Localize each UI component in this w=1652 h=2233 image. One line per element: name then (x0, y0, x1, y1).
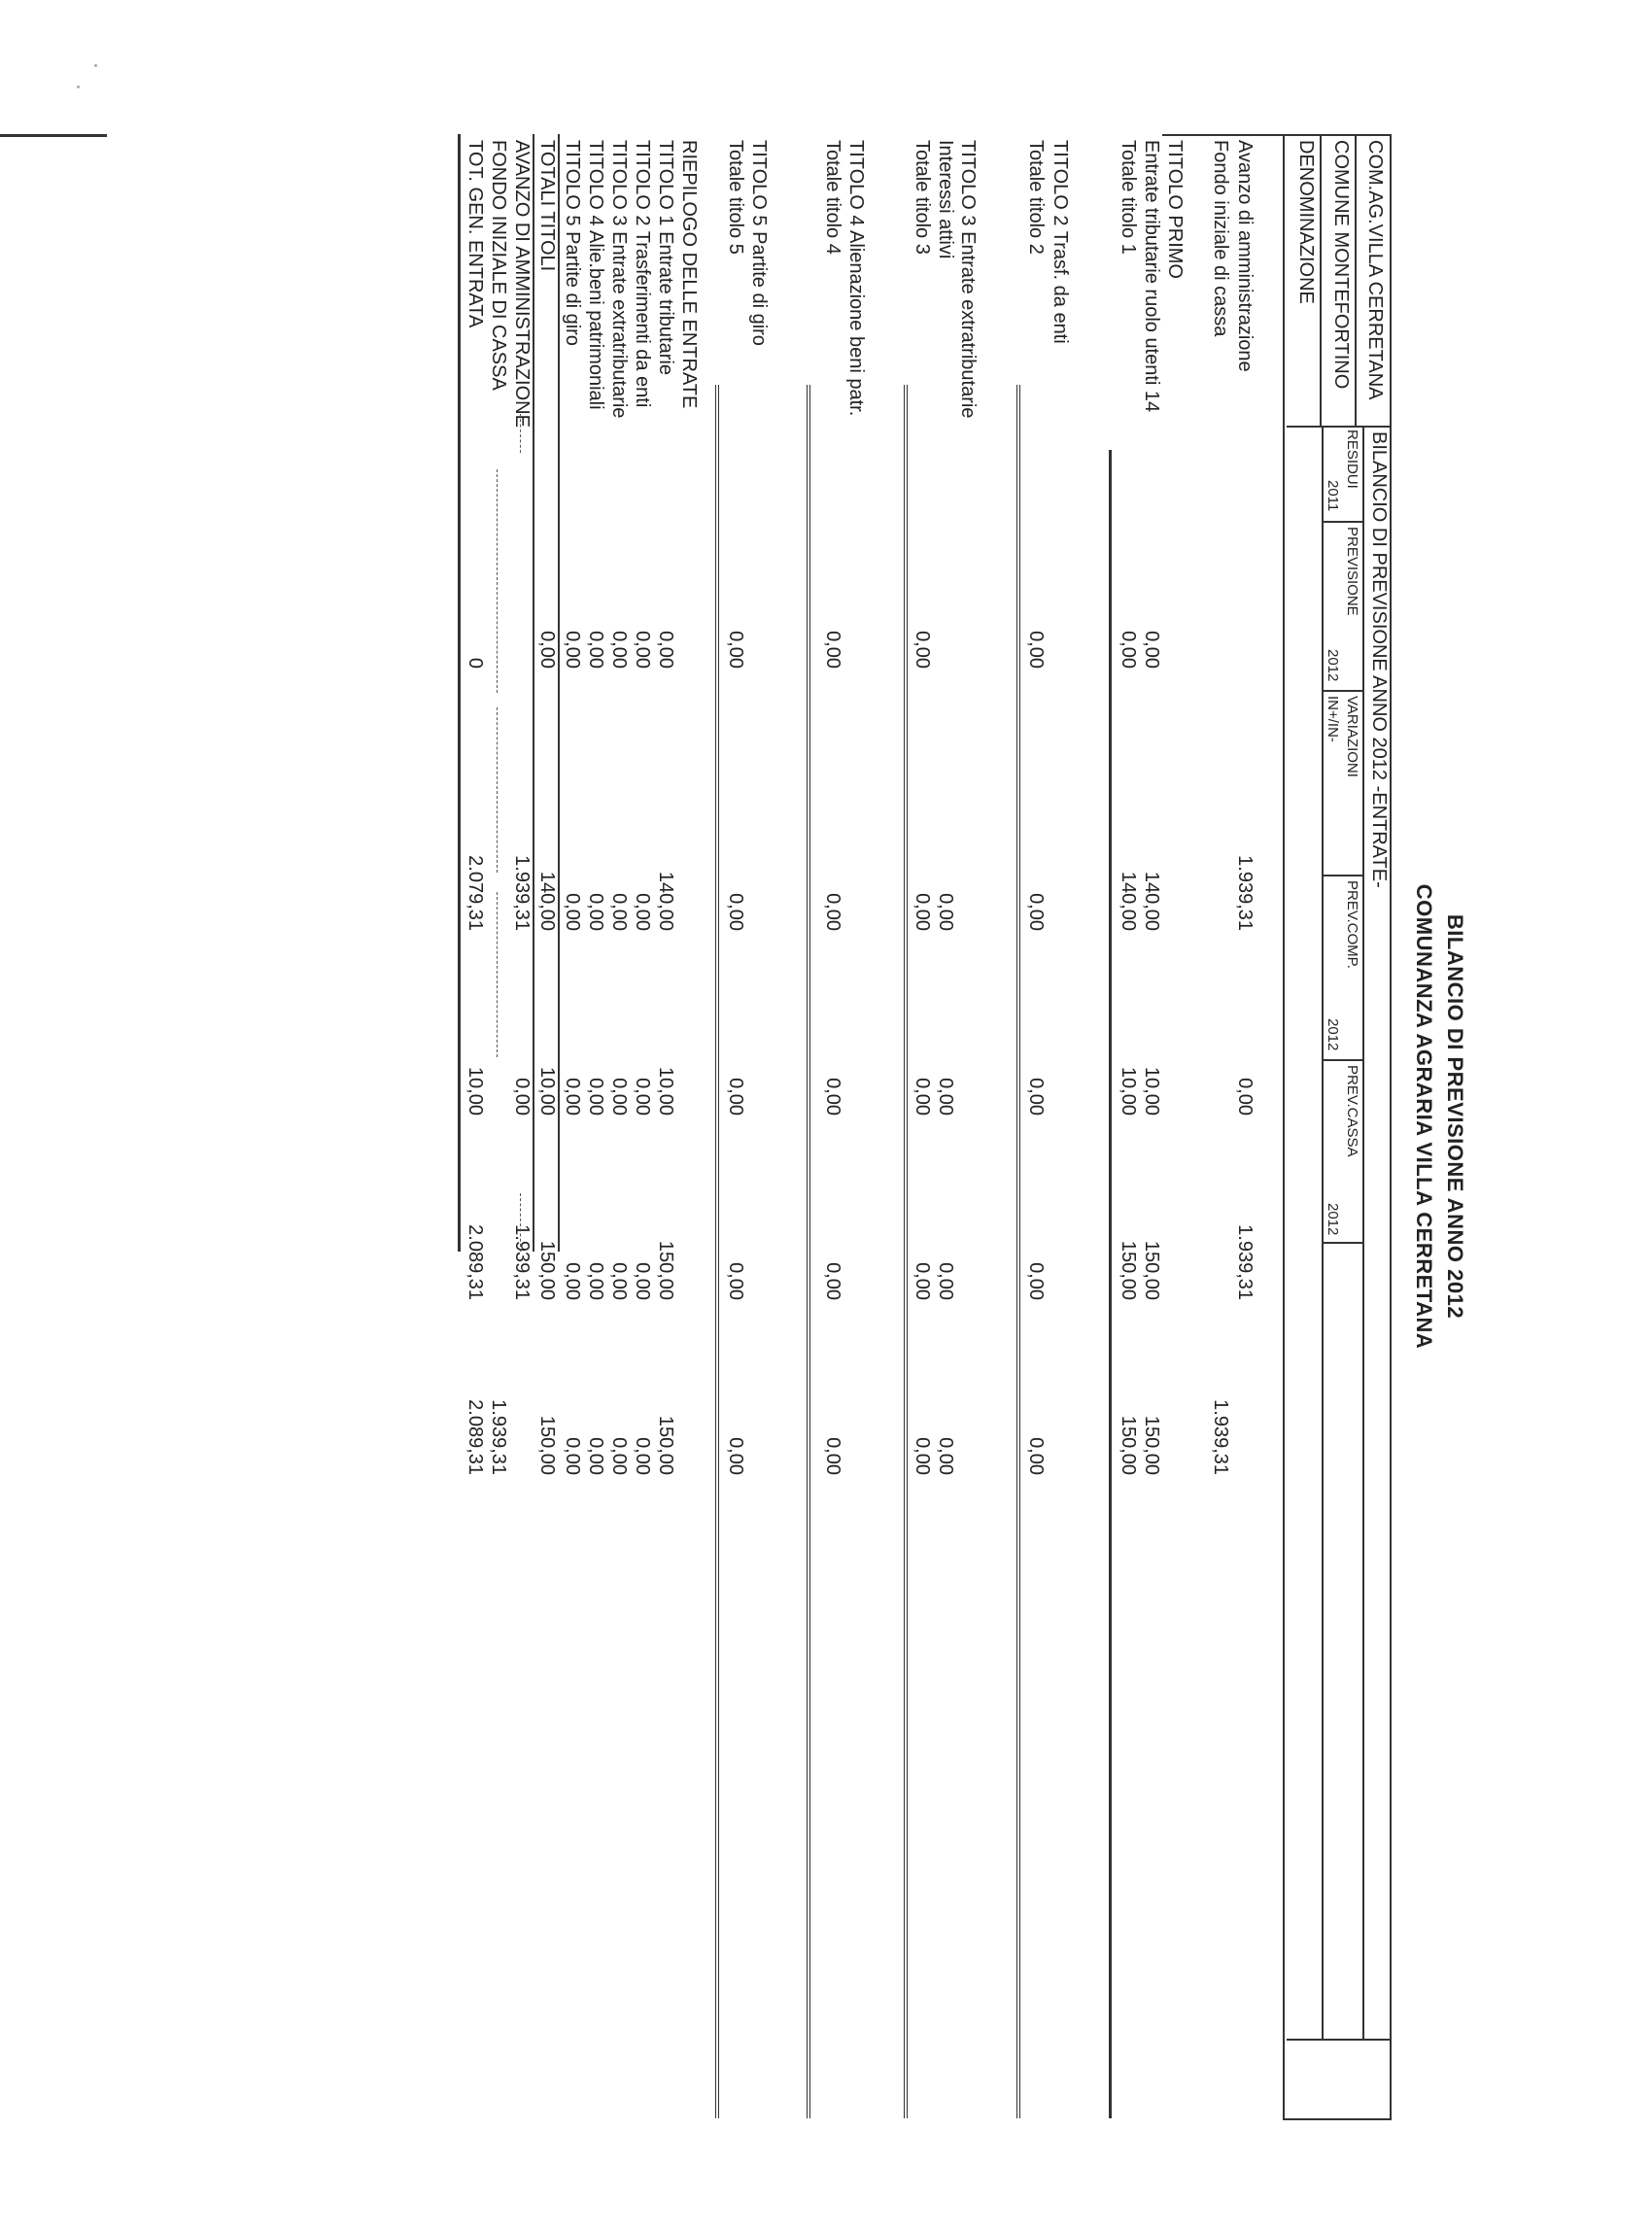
totals-rule (558, 134, 560, 1252)
document-subtitle: COMUNANZA AGRARIA VILLA CERRETANA (1412, 883, 1436, 1350)
document-title: BILANCIO DI PREVISIONE ANNO 2012 (1443, 913, 1467, 1320)
table-bottom-rule (458, 134, 461, 1252)
cell-previsione: 0,00 (562, 893, 583, 931)
cell-residui: 0,00 (536, 631, 558, 669)
section-heading: RIEPILOGO DELLE ENTRATE (678, 140, 700, 409)
row-label: Fondo iniziale di cassa (1210, 140, 1231, 337)
cell-previsione: 1.939,31 (511, 855, 533, 931)
cell-prev-comp: 2.089,31 (465, 1224, 486, 1300)
column-header-previsione-year: 2012 (1325, 649, 1341, 682)
cell-previsione: 2.079,31 (465, 855, 486, 931)
dashed-leader (520, 1193, 521, 1252)
header-col-divider (1324, 875, 1364, 876)
cell-residui: 0,00 (1141, 631, 1162, 669)
column-header-variazioni-sign: IN+/IN- (1325, 696, 1341, 742)
cell-previsione: 1.939,31 (1234, 855, 1256, 931)
budget-table (0, 134, 1392, 2118)
cell-residui: 0,00 (912, 631, 933, 669)
cell-residui: 0,00 (585, 631, 606, 669)
cell-previsione: 0,00 (608, 893, 630, 931)
cell-previsione: 0,00 (1025, 893, 1047, 931)
cell-previsione: 140,00 (1118, 871, 1139, 931)
cell-prev-comp: 0,00 (935, 1262, 956, 1300)
cell-previsione: 0,00 (935, 893, 956, 931)
dashed-leader (497, 469, 498, 693)
cell-prev-cassa: 150,00 (536, 1415, 558, 1475)
cell-prev-cassa: 0,00 (608, 1437, 630, 1475)
cell-variazioni: 0,00 (1025, 1078, 1047, 1116)
scan-speck (94, 64, 97, 67)
column-header-residui-year: 2011 (1325, 480, 1341, 512)
header-municipality: COMUNE MONTEFORTINO (1330, 140, 1352, 390)
cell-prev-cassa: 150,00 (1118, 1415, 1139, 1475)
header-col-divider (1324, 1059, 1364, 1061)
column-header-prev-comp-year: 2012 (1325, 1018, 1341, 1051)
cell-variazioni: 0,00 (562, 1078, 583, 1116)
cell-variazioni: 0,00 (1234, 1078, 1256, 1116)
section-rule (807, 385, 810, 2118)
header-banner-line (1362, 426, 1364, 2039)
cell-variazioni: 10,00 (465, 1066, 486, 1116)
cell-prev-comp: 1.939,31 (511, 1224, 533, 1300)
cell-previsione: 0,00 (822, 893, 843, 931)
section-heading: TITOLO 2 Trasf. da enti (1050, 140, 1071, 344)
cell-residui: 0,00 (608, 631, 630, 669)
cell-residui: 0,00 (655, 631, 676, 669)
cell-prev-cassa: 150,00 (655, 1415, 676, 1475)
row-label: TITOLO 2 Trasferimenti da enti (632, 140, 653, 408)
column-header-variazioni: VARIAZIONI (1344, 696, 1360, 777)
row-label: TITOLO 5 Partite di giro (562, 140, 583, 346)
cell-prev-comp: 0,00 (632, 1262, 653, 1300)
header-entity: COM.AG.VILLA CERRETANA (1364, 140, 1386, 400)
header-divider (1287, 426, 1392, 428)
cell-residui: 0,00 (725, 631, 746, 669)
scan-speck (77, 86, 80, 88)
cell-variazioni: 10,00 (655, 1066, 676, 1116)
cell-prev-cassa: 0,00 (725, 1437, 746, 1475)
cell-variazioni: 0,00 (632, 1078, 653, 1116)
cell-prev-cassa: 1.939,31 (488, 1399, 509, 1475)
cell-variazioni: 10,00 (1141, 1066, 1162, 1116)
table-left-border (0, 134, 107, 137)
cell-residui: 0 (465, 657, 486, 669)
section-rule (1109, 450, 1112, 2118)
cell-previsione: 0,00 (632, 893, 653, 931)
column-header-prev-cassa: PREV.CASSA (1344, 1065, 1360, 1157)
cell-prev-cassa: 0,00 (1025, 1437, 1047, 1475)
cell-variazioni: 0,00 (725, 1078, 746, 1116)
cell-prev-cassa: 0,00 (585, 1437, 606, 1475)
row-label: TOTALI TITOLI (536, 140, 558, 272)
cell-prev-comp: 0,00 (608, 1262, 630, 1300)
header-col-divider (1324, 690, 1364, 692)
cell-previsione: 140,00 (655, 871, 676, 931)
cell-previsione: 0,00 (585, 893, 606, 931)
header-divider (1287, 2039, 1392, 2041)
row-label: TITOLO 3 Entrate extratributarie (608, 140, 630, 419)
section-rule (904, 385, 908, 2118)
header-banner: BILANCIO DI PREVISIONE ANNO 2012 -ENTRATE- (1368, 431, 1390, 888)
cell-prev-comp: 0,00 (725, 1262, 746, 1300)
section-heading: TITOLO PRIMO (1164, 140, 1186, 279)
header-row-line (1320, 134, 1322, 426)
column-header-residui: RESIDUI (1344, 429, 1360, 489)
cell-prev-comp: 1.939,31 (1234, 1224, 1256, 1300)
section-rule (715, 385, 719, 2118)
row-label: Totale titolo 4 (822, 140, 843, 255)
row-label: FONDO INIZIALE DI CASSA (488, 140, 509, 391)
header-denominazione: DENOMINAZIONE (1295, 140, 1317, 304)
section-heading: TITOLO 5 Partite di giro (748, 140, 770, 346)
cell-prev-cassa: 2.089,31 (465, 1399, 486, 1475)
section-heading: TITOLO 3 Entrate extratributarie (957, 140, 979, 419)
dashed-leader (497, 892, 498, 1057)
cell-prev-cassa: 0,00 (822, 1437, 843, 1475)
row-label: TITOLO 1 Entrate tributarie (655, 140, 676, 375)
cell-previsione: 0,00 (912, 893, 933, 931)
cell-prev-comp: 150,00 (536, 1240, 558, 1300)
cell-variazioni: 0,00 (822, 1078, 843, 1116)
dashed-leader (497, 707, 498, 873)
totals-rule (533, 134, 534, 1252)
cell-prev-cassa: 0,00 (912, 1437, 933, 1475)
column-header-prev-cassa-year: 2012 (1325, 1203, 1341, 1236)
cell-variazioni: 0,00 (511, 1078, 533, 1116)
column-header-prev-comp: PREV.COMP. (1344, 880, 1360, 969)
row-label: Entrate tributarie ruolo utenti 14 (1141, 140, 1162, 413)
header-row-line (1355, 134, 1357, 426)
cell-prev-cassa: 1.939,31 (1210, 1399, 1231, 1475)
header-col-divider (1324, 1242, 1364, 1244)
row-label: TITOLO 4 Alie.beni patrimoniali (585, 140, 606, 410)
cell-prev-cassa: 0,00 (562, 1437, 583, 1475)
cell-previsione: 0,00 (725, 893, 746, 931)
header-row-line (1322, 426, 1324, 2039)
column-header-previsione: PREVISIONE (1344, 527, 1360, 616)
cell-prev-comp: 150,00 (1118, 1240, 1139, 1300)
cell-residui: 0,00 (822, 631, 843, 669)
cell-variazioni: 0,00 (935, 1078, 956, 1116)
table-left-border (1162, 134, 1287, 136)
cell-residui: 0,00 (1118, 631, 1139, 669)
cell-variazioni: 0,00 (912, 1078, 933, 1116)
row-label: Totale titolo 2 (1025, 140, 1047, 255)
row-label: Totale titolo 1 (1118, 140, 1139, 255)
cell-prev-cassa: 0,00 (632, 1437, 653, 1475)
cell-previsione: 140,00 (1141, 871, 1162, 931)
section-rule (1016, 385, 1020, 2118)
row-label: Totale titolo 5 (725, 140, 746, 255)
cell-variazioni: 0,00 (608, 1078, 630, 1116)
cell-prev-comp: 150,00 (1141, 1240, 1162, 1300)
cell-prev-comp: 0,00 (912, 1262, 933, 1300)
cell-prev-comp: 0,00 (562, 1262, 583, 1300)
cell-residui: 0,00 (562, 631, 583, 669)
cell-prev-cassa: 150,00 (1141, 1415, 1162, 1475)
row-label: Totale titolo 3 (912, 140, 933, 255)
cell-prev-cassa: 0,00 (935, 1437, 956, 1475)
row-label: TOT. GEN. ENTRATA (465, 140, 486, 328)
cell-previsione: 140,00 (536, 871, 558, 931)
section-heading: TITOLO 4 Alienazione beni patr. (845, 140, 867, 417)
row-label: AVANZO DI AMMINISTRAZIONE (511, 140, 533, 428)
cell-prev-comp: 150,00 (655, 1240, 676, 1300)
cell-prev-comp: 0,00 (585, 1262, 606, 1300)
cell-residui: 0,00 (632, 631, 653, 669)
dashed-leader (520, 414, 521, 453)
row-label: Interessi attivi (935, 140, 956, 259)
cell-residui: 0,00 (1025, 631, 1047, 669)
cell-variazioni: 10,00 (536, 1066, 558, 1116)
row-label: Avanzo di amministrazione (1234, 140, 1256, 372)
cell-prev-comp: 0,00 (822, 1262, 843, 1300)
header-col-divider (1324, 521, 1364, 523)
cell-variazioni: 10,00 (1118, 1066, 1139, 1116)
cell-variazioni: 0,00 (585, 1078, 606, 1116)
cell-prev-comp: 0,00 (1025, 1262, 1047, 1300)
